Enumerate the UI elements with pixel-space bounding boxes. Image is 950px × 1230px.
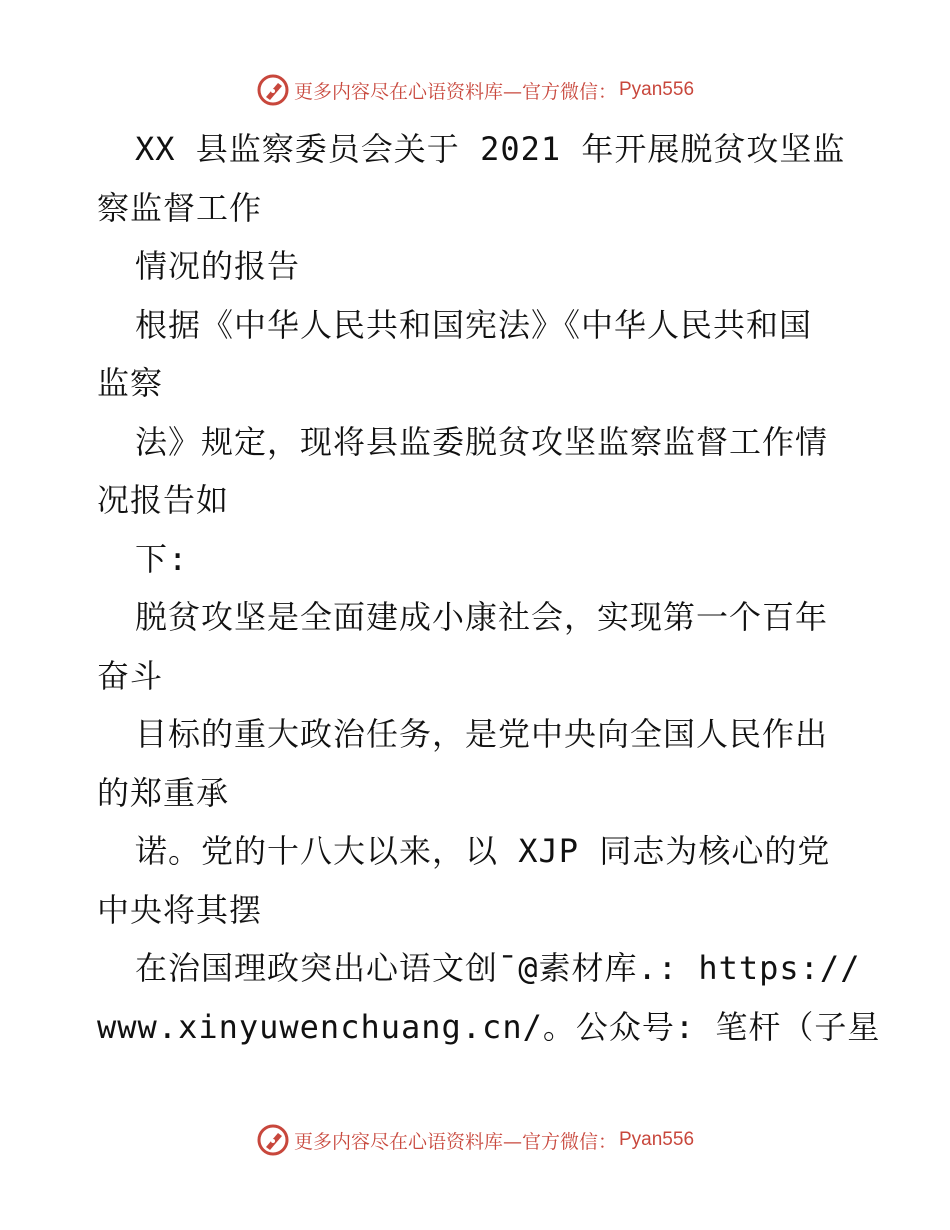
doc-line: www.xinyuwenchuang.cn/。公众号: 笔杆（子星: [97, 1007, 881, 1046]
doc-line: 情况的报告: [135, 247, 301, 285]
doc-line: 法》规定，现将县监委脱贫攻坚监察监督工作情: [135, 422, 829, 461]
pen-nib-logo-icon: [256, 1123, 290, 1157]
doc-line: 在治国理政突出心语文创¯@素材库.: https://: [135, 949, 861, 987]
doc-line: 根据《中华人民共和国宪法》《中华人民共和国: [135, 305, 813, 344]
doc-line: 目标的重大政治任务，是党中央向全国人民作出: [135, 715, 829, 753]
doc-line: 察监督工作: [97, 188, 263, 227]
footer-wechat-id: Pyan556: [619, 1129, 695, 1150]
doc-line: 下:: [135, 539, 189, 578]
pen-nib-logo-icon: [256, 73, 290, 107]
doc-line: 奋斗: [97, 656, 164, 695]
doc-line: 监察: [97, 364, 164, 402]
doc-line: XX 县监察委员会关于 2021 年开展脱贫攻坚监: [135, 130, 846, 168]
doc-line: 诺。党的十八大以来，以 XJP 同志为核心的党: [135, 832, 831, 870]
header-banner: [0, 70, 950, 110]
footer-banner-text: 更多内容尽在心语资料库—官方微信：: [293, 1130, 617, 1153]
doc-line: 脱贫攻坚是全面建成小康社会，实现第一个百年: [135, 598, 829, 636]
header-wechat-id: Pyan556: [619, 79, 695, 100]
document-body: [97, 120, 881, 1056]
footer-banner: [0, 1120, 950, 1160]
doc-line: 况报告如: [97, 481, 230, 519]
doc-line: 中央将其摆: [97, 890, 263, 929]
header-banner-text: 更多内容尽在心语资料库—官方微信：: [293, 80, 617, 103]
doc-line: 的郑重承: [97, 773, 230, 812]
